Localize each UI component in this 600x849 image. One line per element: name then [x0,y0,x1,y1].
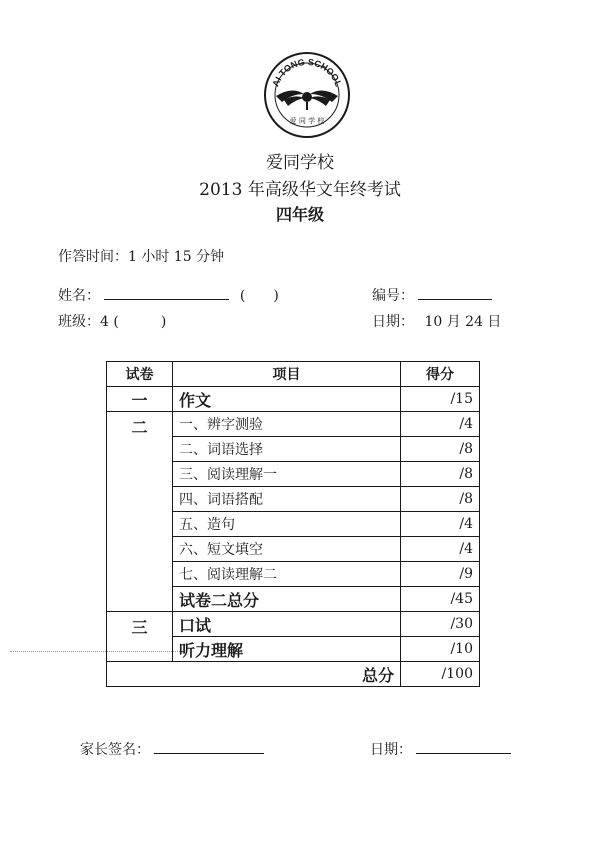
score-cell: /15 [401,387,480,412]
parent-sign-blank [154,741,264,754]
table-row [107,387,480,412]
parent-signature-field [80,739,264,759]
name-label: 姓名： [58,288,100,304]
item-cell: 作文 [173,387,401,412]
score-cell: /10 [401,637,480,662]
score-cell: /9 [401,562,480,587]
footer-date-field [370,739,511,759]
item-cell: 一、辨字测验 [173,412,401,437]
item-cell: 六、短文填空 [173,537,401,562]
score-cell: /8 [401,462,480,487]
table-header-row [107,362,480,387]
score-cell: /8 [401,437,480,462]
item-cell: 口试 [173,612,401,637]
paper-cell: 三 [107,612,173,662]
school-name: 爱同学校 [266,153,334,173]
item-cell: 二、词语选择 [173,437,401,462]
item-cell: 四、词语搭配 [173,487,401,512]
school-logo [262,50,352,140]
date-field [372,311,501,331]
total-score: /100 [401,662,480,687]
score-cell: /8 [401,487,480,512]
paper-cell: 二 [107,412,173,612]
paper-cell: 一 [107,387,173,412]
date-value: 10 月 24 日 [424,314,502,330]
header-item: 项目 [173,362,401,387]
score-cell: /30 [401,612,480,637]
class-field: 班级：4 ( ) [58,314,167,330]
item-cell: 三、阅读理解一 [173,462,401,487]
parent-sign-label: 家长签名： [80,742,150,758]
scan-artifact-line [10,651,180,652]
date-label: 日期： [372,314,414,330]
score-cell: /4 [401,512,480,537]
footer-date-label: 日期： [370,742,412,758]
score-cell: /4 [401,537,480,562]
name-field [58,285,279,305]
table-row [107,612,480,637]
exam-duration: 作答时间：1 小时 15 分钟 [58,249,225,265]
item-cell: 试卷二总分 [173,587,401,612]
name-blank [104,287,229,300]
logo-arc-text: AI TONG SCHOOL [270,56,344,88]
exam-title: 2013 年高级华文年终考试 [199,180,401,200]
header-paper: 试卷 [107,362,173,387]
score-cell: /45 [401,587,480,612]
score-cell: /4 [401,412,480,437]
logo-bottom-text: 爱 同 学 校 [289,117,325,125]
footer-date-blank [416,741,511,754]
score-table [106,361,480,687]
total-row [107,662,480,687]
number-label: 编号： [372,288,414,304]
item-cell: 听力理解 [173,637,401,662]
item-cell: 五、造句 [173,512,401,537]
name-index-paren: ( ) [239,288,279,304]
item-cell: 七、阅读理解二 [173,562,401,587]
grade-level: 四年级 [275,205,324,224]
table-row [107,412,480,437]
header-score: 得分 [401,362,480,387]
total-label: 总分 [107,662,401,687]
number-blank [418,287,492,300]
number-field [372,285,492,305]
